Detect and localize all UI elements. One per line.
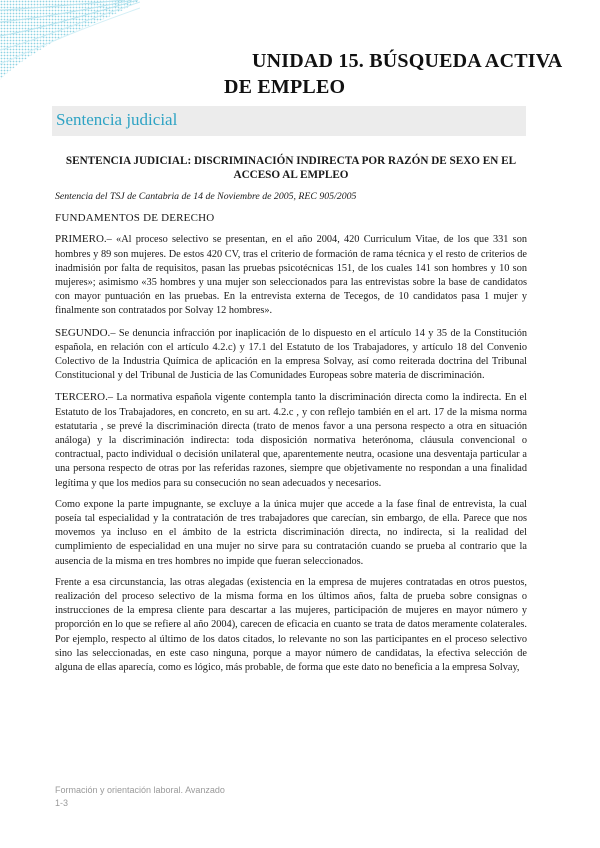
unit-title-line1: UNIDAD 15. BÚSQUEDA ACTIVA [252, 50, 563, 72]
paragraph-text: Como expone la parte impugnante, se excluye a la única mujer que accede a la fase final de entrevista, la cual poseía tal especialidad y la contratación de tres trabajadores que carecían, sin embargo, de ella. Parece que nos movemos ya incluso en el ámbito de la estricta discriminación directa, no indirecta, si la realidad del cumplimiento de especialidad en una mujer no sirve para su contratación cuando se prueba al contrario que la ausencia de la misma en tres hombres no impide que fueran seleccionados. [55, 498, 527, 567]
document-body [55, 154, 527, 682]
paragraph-primero [55, 232, 527, 318]
document-title: SENTENCIA JUDICIAL: DISCRIMINACIÓN INDIRECTA POR RAZÓN DE SEXO EN EL ACCESO AL EMPLEO [65, 155, 517, 181]
section-heading: FUNDAMENTOS DE DERECHO [55, 212, 215, 225]
paragraph-tercero [55, 390, 527, 490]
paragraph-lead: PRIMERO. [55, 233, 107, 246]
page-footer [55, 784, 225, 810]
paragraph-text: – «Al proceso selectivo se presentan, en el año 2004, 420 Curriculum Vitae, de los que 331 son hombres y 89 son mujeres. De estos 420 CV, tras el criterio de formación de rama técnica y el resto de criterios de inadmisión por falta de requisitos, pasan las pruebas psicotécnicas 151, de los cuales 141 son hombres y 10 son mujeres»; asimismo «35 hombres y una mujer son seleccionados para las entrevistas sobre la base de candidatos con mayor puntuación en las pruebas. En la entrevista externa de Tecegos, de 10 candidatos pasa 1 mujer y finalmente son contratados por Solvay 12 hombres». [55, 234, 527, 317]
footer-page-number: 1-3 [55, 798, 69, 808]
citation: Sentencia del TSJ de Cantabria de 14 de Noviembre de 2005, REC 905/2005 [55, 191, 357, 202]
paragraph-text: – La normativa española vigente contempla tanto la discriminación directa como la indirecta. En el Estatuto de los Trabajadores, en concreto, en su art. 4.2.c , y con reflejo también en el art. 17 de la misma norma estatutaria , se prevé la discriminación directa (trato de menos favor a una persona respecto a otra en situación análoga) y la discriminación indirecta: toda disposición normativa heterónoma, cláusula convencional o contractual, pacto individual o decisión unilateral que, aparentemente neutra, ocasione una desventaja particular a una persona respecto de otras por las referidas razones, siempre que objetivamente no respondan a una finalidad legítima y que los medios para su consecución no sean adecuados y necesarios. [55, 392, 527, 489]
unit-title-line2: DE EMPLEO [224, 76, 346, 98]
footer-course: Formación y orientación laboral. Avanzado [55, 785, 225, 795]
section-label: Sentencia judicial [56, 110, 178, 129]
paragraph-segundo [55, 326, 527, 384]
paragraph-lead: SEGUNDO. [55, 326, 111, 339]
unit-title [224, 48, 572, 100]
section-header-bar [52, 106, 526, 136]
paragraph-text: – Se denuncia infracción por inaplicación de lo dispuesto en el artículo 14 y 35 de la Constitución española, en relación con el artículo 4.2.c) y 17.1 del Estatuto de los Trabajadores, y artículo 18 del Convenio Colectivo de la Industria Química de aplicación en la empresa Solvay, así como reiterada doctrina del Tribunal Constitucional y del Tribunal de Justicia de las Comunidades Europeas sobre materia de discriminación. [55, 327, 527, 382]
paragraph-otras-alegadas [55, 576, 527, 675]
wave-pattern-logo-icon [0, 0, 140, 80]
paragraph-text: Frente a esa circunstancia, las otras alegadas (existencia en la empresa de mujeres contratadas en otros puestos, realización del proceso selectivo de la misma forma en los últimos años, falta de prueba sobre consignas o instrucciones de la empresa cliente para descartar a las mujeres, participación de mujeres en mayor número y proporción en lo que se refiere al año 2004), carecen de eficacia en cuanto se trata de datos meramente colaterales. Por ejemplo, respecto al último de los datos citados, lo relevante no son las participantes en el proceso selectivo sino las seleccionadas, en este caso ninguna, porque a mayor número de candidatas, la efectiva selección de alguna de ellas aparecía, como es lógico, más probable, de forma que este dato no beneficia a la empresa Solvay, [55, 576, 527, 674]
paragraph-parte-impugnante [55, 498, 527, 569]
paragraph-lead: TERCERO. [55, 391, 108, 404]
